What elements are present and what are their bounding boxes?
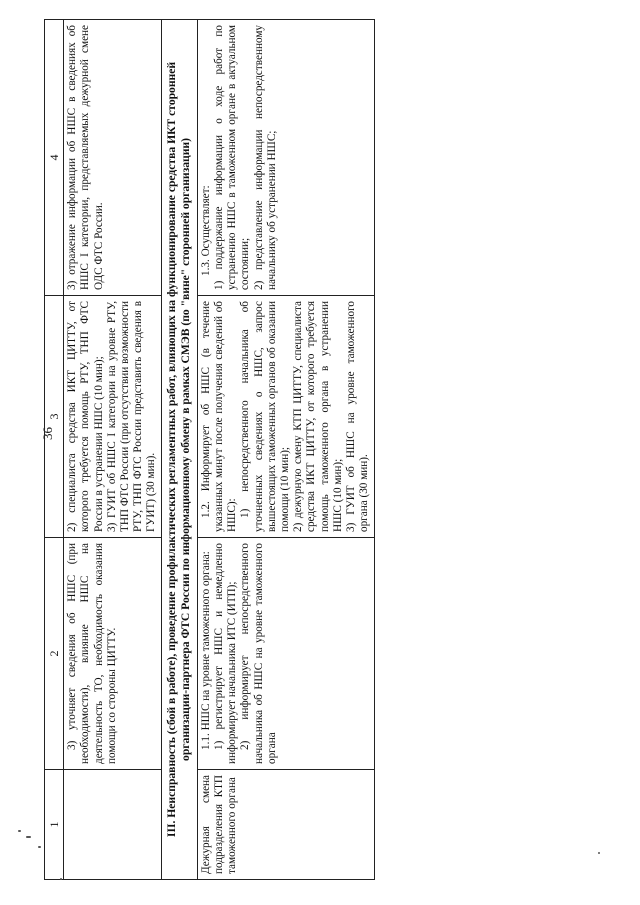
cell-text: 2) дежурную смену КТП ЦИТТУ, специалиста средства ИКТ ЦИТТУ, от которого требуется помощь таможенного органа в устранении НШС (10 мин); bbox=[292, 301, 344, 532]
cell-text: 3) отражение информации об НШС в сведениях об НШС I категории, представляемых дежурной смене ОДС ФТС России. bbox=[66, 25, 105, 290]
rotated-document-sheet bbox=[44, 20, 604, 880]
cell-text: 3) уточняет сведения об НШС (при необходимости), влияние НШС на деятельность ТО, необходимость оказания помощи со стороны ЦИТТУ. bbox=[66, 543, 118, 764]
section-title: III. Неисправность (сбой в работе), проведение профилактических регламентных работ, влияющих на функционирование средства ИКТ сторонней организации-партнера ФТС России по информационному обмену в рамках СМЭВ (по "вине" сторонней организации) bbox=[161, 20, 197, 880]
table-header-row bbox=[45, 20, 64, 880]
cell-col4-continuation bbox=[64, 20, 162, 296]
cell-text: 2) специалиста средства ИКТ ЦИТТУ, от которого требуется помощь РТУ, ТНП ФТС России в устранении НШС (10 мин); bbox=[66, 301, 105, 532]
column-header-4: 4 bbox=[45, 20, 64, 296]
scan-speck bbox=[38, 846, 41, 848]
cell-col3-continuation bbox=[64, 296, 162, 538]
table-row-main bbox=[197, 20, 374, 880]
cell-text: 1) непосредственного начальника об уточненных сведениях о НШС, запрос вышестоящих таможенных органов об оказании помощи (10 мин); bbox=[239, 301, 291, 532]
scan-speck bbox=[26, 836, 31, 838]
cell-text: 3) ГУИТ об НШС на уровне таможенного органа (30 мин). bbox=[345, 301, 371, 532]
cell-text: Дежурная смена подразделения КТП таможенного органа bbox=[199, 775, 239, 874]
column-header-1: 1 bbox=[45, 770, 64, 880]
procedure-table bbox=[44, 19, 375, 880]
cell-empty bbox=[64, 770, 162, 880]
cell-text: 2) представление информации непосредственному начальнику об устранении НШС; bbox=[252, 25, 278, 290]
cell-col4-actions bbox=[197, 20, 374, 296]
cell-text: 1.3. Осуществляет: bbox=[199, 185, 212, 276]
cell-text: 2) информирует непосредственного начальника об НШС на уровне таможенного органа bbox=[239, 543, 278, 764]
cell-text: 1.1. НШС на уровне таможенного органа: bbox=[199, 551, 212, 750]
scan-speck bbox=[598, 852, 600, 854]
cell-text: 1) поддержание информации о ходе работ по устранению НШС в таможенном органе в актуальном состоянии; bbox=[212, 25, 252, 290]
cell-responsible bbox=[197, 770, 374, 880]
section-row bbox=[161, 20, 197, 880]
cell-text: 3) ГУИТ об НШС I категории на уровне РТУ, ТНП ФТС России (при отсутствии возможности РТУ, ТНП ФТС России представить сведения в ГУИТ) (30 мин). bbox=[105, 301, 158, 532]
scan-speck bbox=[60, 878, 62, 880]
cell-col2-actions bbox=[197, 538, 374, 770]
column-header-2: 2 bbox=[45, 538, 64, 770]
cell-text: 1.2. Информирует об НШС (в течение указанных минут после получения сведений об НШС): bbox=[199, 301, 239, 532]
page-number: 36 bbox=[40, 427, 55, 440]
cell-col3-actions bbox=[197, 296, 374, 538]
table-row-continuation bbox=[64, 20, 162, 880]
cell-col2-continuation bbox=[64, 538, 162, 770]
column-header-3: 3 bbox=[45, 296, 64, 538]
scan-speck bbox=[18, 830, 21, 832]
cell-text: 1) регистрирует НШС и немедленно информирует начальника ИТС (ИТП); bbox=[212, 543, 239, 764]
